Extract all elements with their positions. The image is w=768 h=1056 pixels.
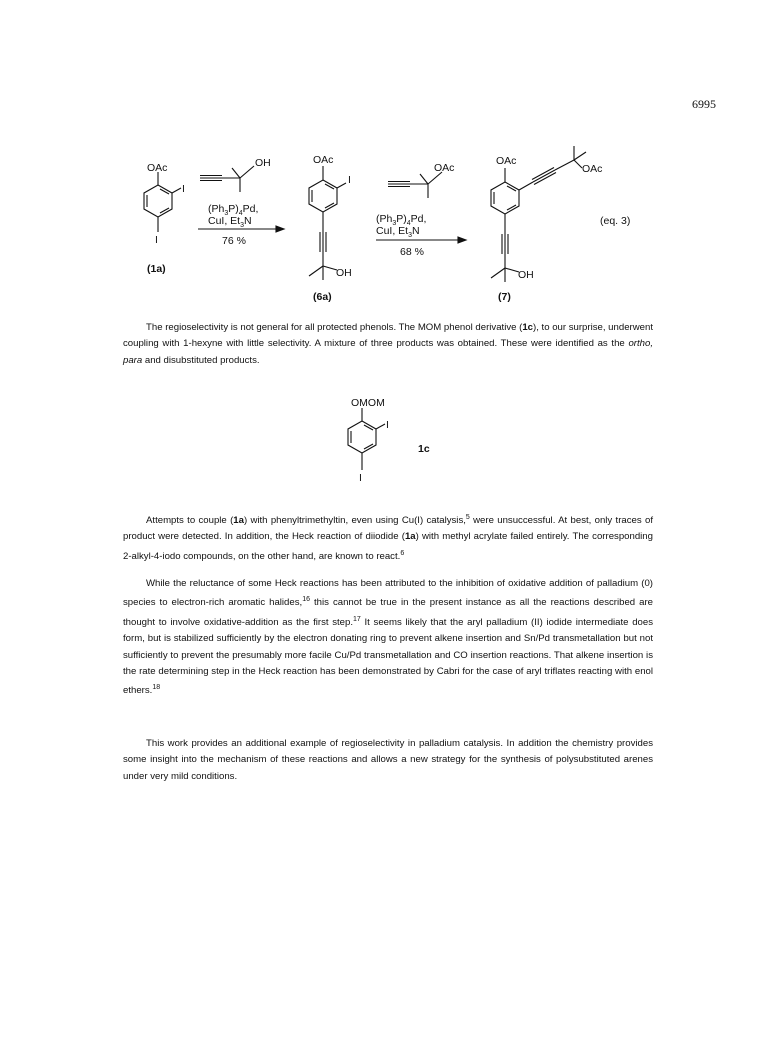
oac-label: OAc — [313, 154, 334, 166]
conditions-2 — [376, 213, 426, 239]
page-number: 6995 — [692, 97, 716, 111]
yield-1: 76 % — [222, 235, 246, 247]
reaction-scheme — [0, 0, 768, 330]
omom-label: OMOM — [351, 397, 385, 409]
compound-label-7: (7) — [498, 291, 511, 303]
compound-label-6a: (6a) — [313, 291, 332, 303]
conditions-1 — [208, 203, 258, 229]
svg-text:CuI, Et3N: CuI, $Et_3N$ — [208, 215, 252, 229]
iodo-ortho-label: I — [348, 174, 351, 186]
oac-label: OAc — [147, 162, 168, 174]
chain-oh-label: OH — [336, 267, 352, 279]
svg-text:(Ph3P)4Pd,: $(Ph_3P)_4Pd$, — [376, 213, 427, 227]
compound-6a — [309, 154, 352, 303]
paragraph-coupling-attempts: Attempts to couple (1a) with phenyltrimethyltin, even using Cu(I) catalysis,$^5$ were unsuccessful. At best, only traces of product were detected. In addition, the Heck reaction of diiodide (1a) with methyl acrylate failed entirely. The corresponding 2-alkyl-4-iodo compounds, on the other hand, are known to react.$^6$ — [123, 514, 653, 562]
oac-label: OAc — [496, 155, 517, 167]
iodo-para-label: I — [155, 234, 158, 246]
reagent-oh-label: OH — [255, 157, 271, 169]
svg-text:CuI, Et3N: CuI, $Et_3N$ — [376, 225, 420, 239]
reaction-arrow-2 — [376, 237, 466, 243]
compound-label-1a: (1a) — [147, 263, 166, 275]
paragraph-mechanism: While the reluctance of some Heck reactions has been attributed to the inhibition of oxidative addition of palladium (0) species to electron-rich aromatic halides,$^{16}$ this cannot be true in the present instance as all the reactions described are thought to involve oxidative-addition as the first step.$^{17}$ It seems likely that the aryl palladium (II) iodide intermediate does form, but is stabilized sufficiently by the electron donating ring to prevent alkene insertion and Sn/Pd transmetallation but not sufficiently to prevent the presumably more facile Cu/Pd transmetallation and CO insertion reactions. That alkene insertion is the rate determining step in the Heck reaction has been demonstrated by Cabri for the case of aryl triflates reacting with enol ethers.$^{18}$ — [123, 578, 654, 697]
paragraph-conclusion: This work provides an additional example of regioselectivity in palladium catalysis. In addition the chemistry provides some insight into the mechanism of these reactions and allows a new strategy for the synthesis of polysubstituted arenes under very mild conditions. — [123, 738, 653, 782]
chain-oac-label: OAc — [582, 163, 603, 175]
reagent-1 — [200, 157, 271, 192]
iodo-para-label: I — [359, 472, 362, 484]
iodo-ortho-label: I — [182, 183, 185, 195]
svg-text:(Ph3P)4Pd,: $(Ph_3P)_4Pd$, — [208, 203, 259, 217]
chain-oh-label: OH — [518, 269, 534, 281]
iodo-ortho-label: I — [386, 419, 389, 431]
reagent-oac-label: OAc — [434, 162, 455, 174]
yield-2: 68 % — [400, 246, 424, 258]
equation-label: (eq. 3) — [600, 215, 631, 227]
reagent-2 — [388, 162, 454, 198]
paragraph-regioselectivity: The regioselectivity is not general for all protected phenols. The MOM phenol derivative (1c), to our surprise, underwent coupling with 1-hexyne with little selectivity. A mixture of three products was obtained. These were identified as the ortho, para and disubstituted products. — [123, 322, 653, 366]
compound-7 — [491, 146, 602, 303]
compound-1a — [144, 162, 185, 275]
compound-label-1c: 1c — [418, 443, 430, 455]
